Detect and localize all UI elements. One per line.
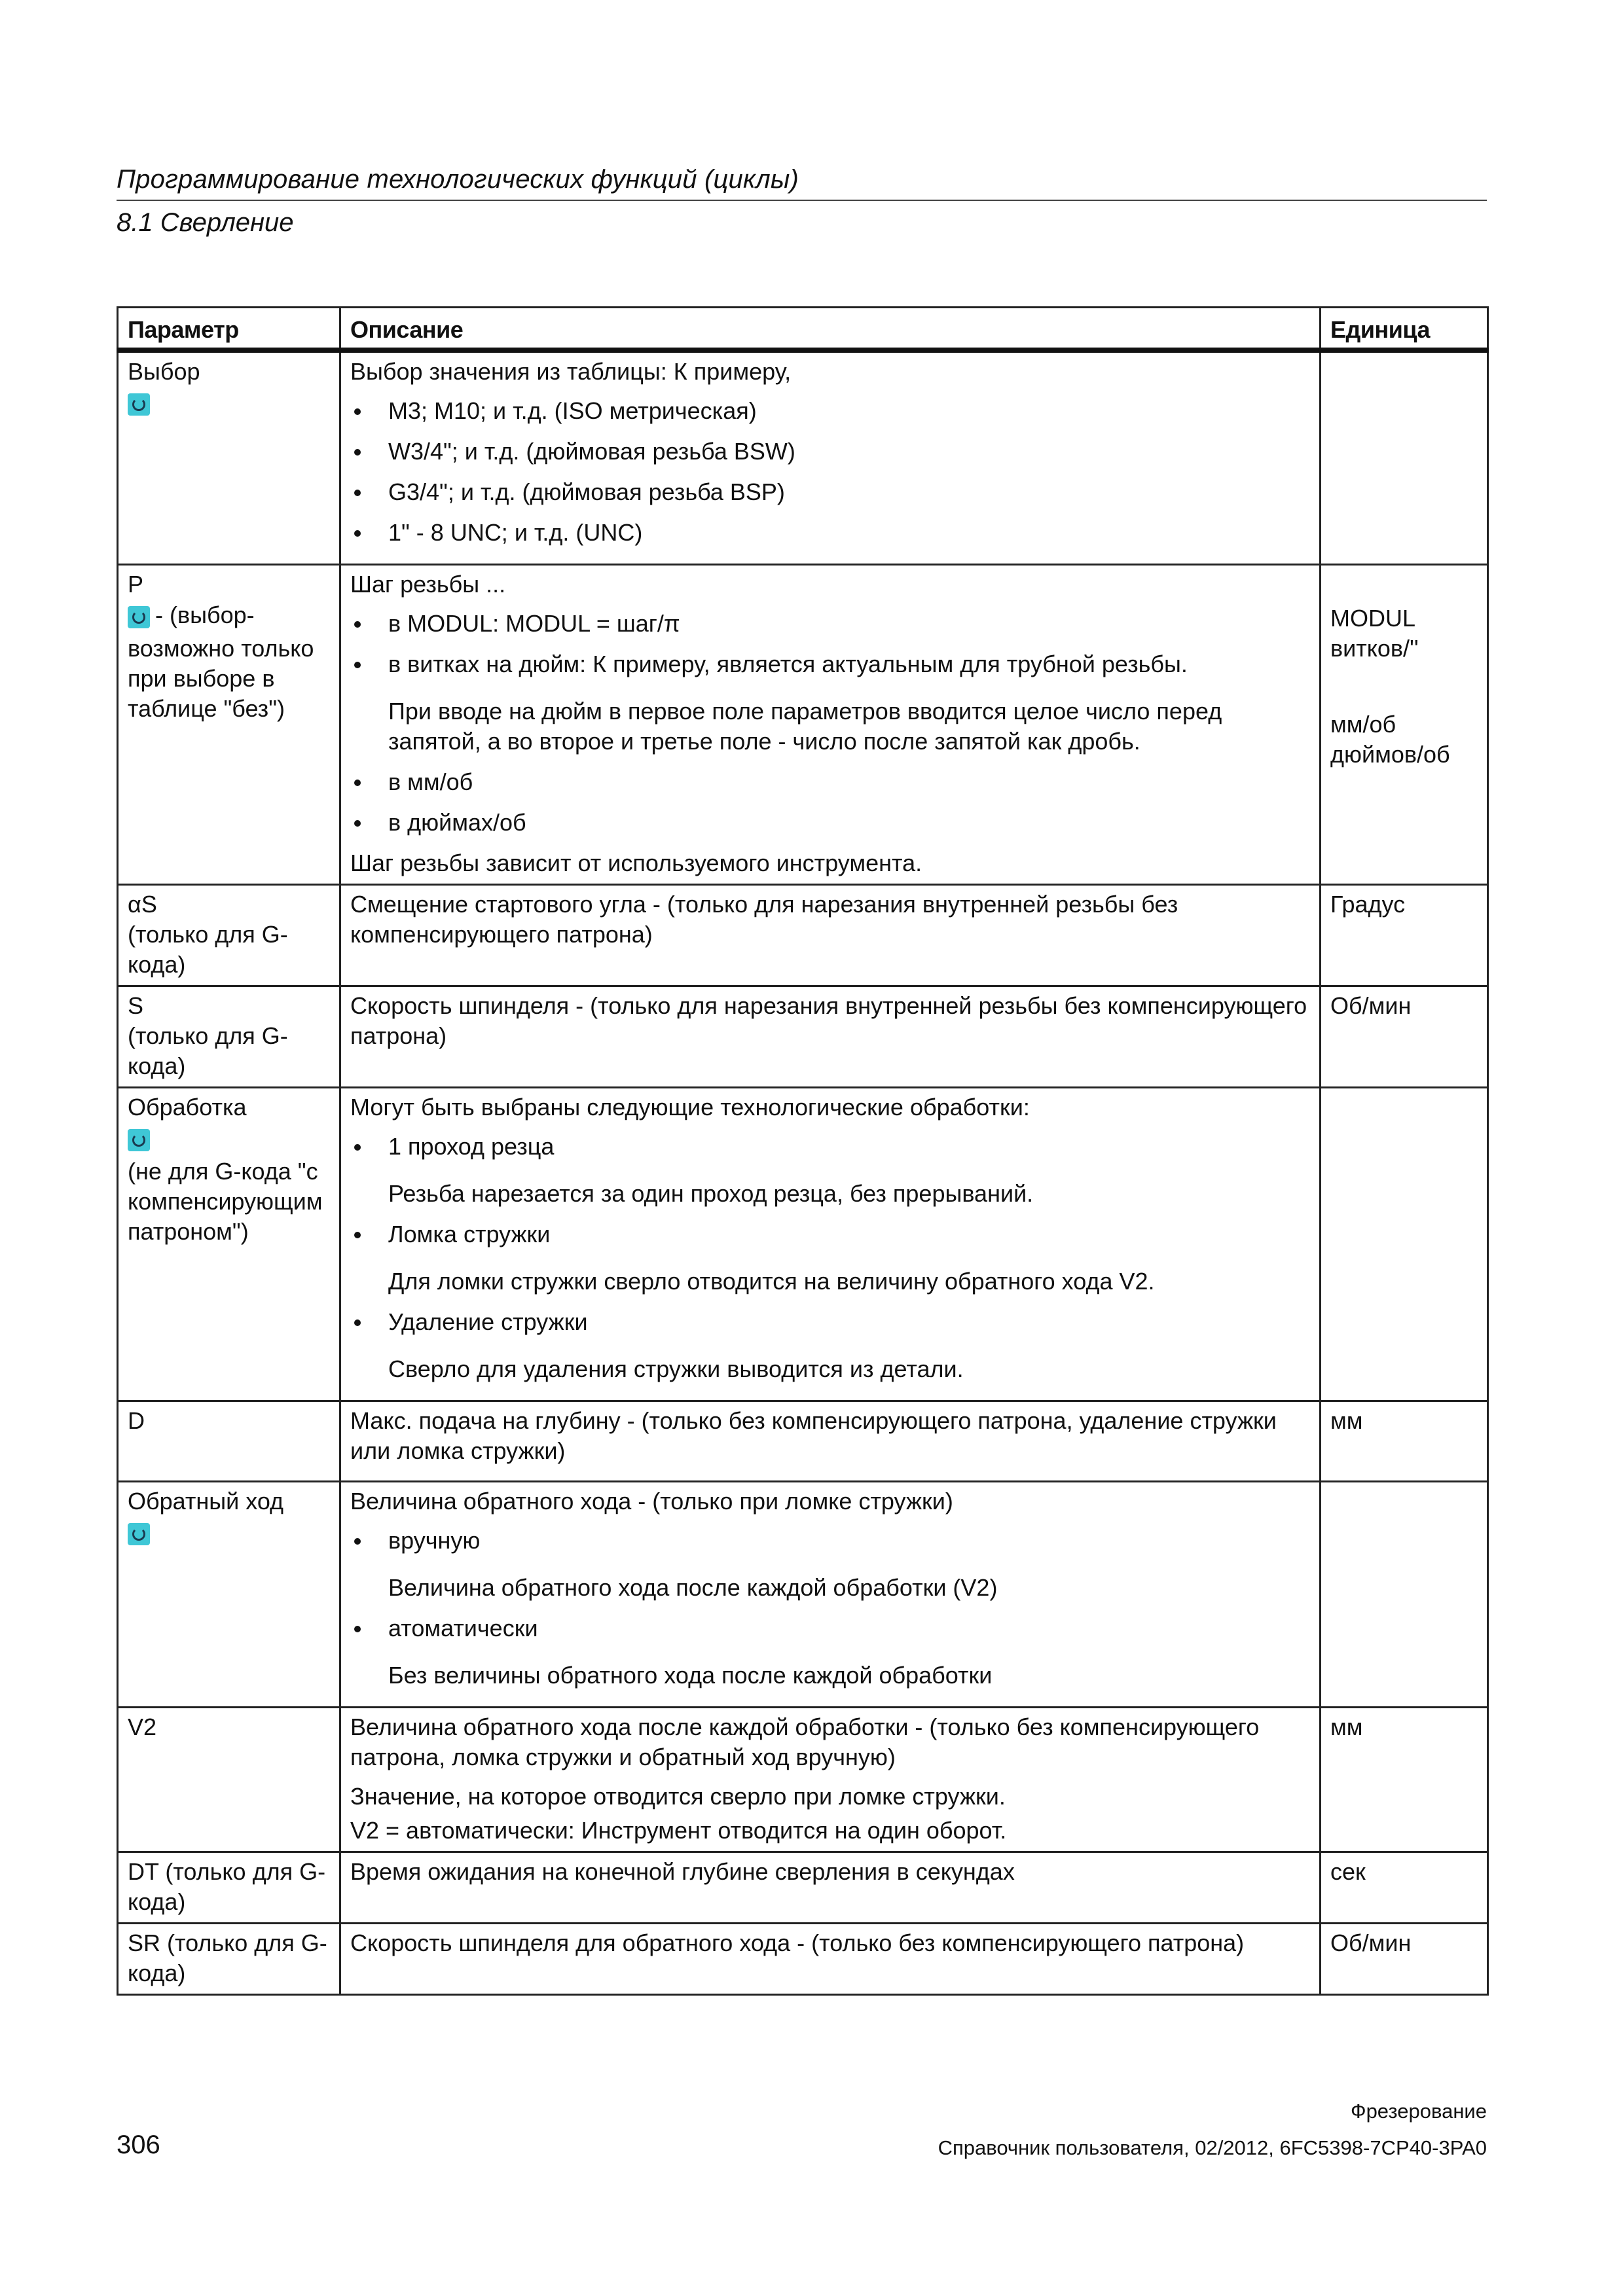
description-list	[350, 1132, 1310, 1384]
parameter-cell	[118, 1708, 340, 1852]
list-item: в мм/об	[350, 767, 1310, 797]
parameter-cell	[118, 1852, 340, 1924]
parameter-name: SR (только для G-кода)	[128, 1929, 327, 1986]
list-item-note: Резьба нарезается за один проход резца, без прерываний.	[388, 1180, 1034, 1207]
table-row	[118, 986, 1488, 1088]
icon-line	[128, 1122, 330, 1157]
description-cell	[340, 885, 1321, 986]
icon-line	[128, 600, 330, 724]
description-text: Макс. подача на глубину - (только без компенсирующего патрона, удаление стружки или ломка стружки)	[350, 1407, 1277, 1464]
parameter-cell	[118, 1924, 340, 1995]
list-item: в MODUL: MODUL = шаг/π	[350, 609, 1310, 639]
parameter-cell	[118, 1401, 340, 1482]
selection-toggle-icon	[128, 393, 150, 416]
column-header-description: Описание	[340, 308, 1321, 351]
description-cell	[340, 1852, 1321, 1924]
parameter-cell	[118, 1088, 340, 1401]
parameter-note: (только для G-кода)	[128, 1022, 288, 1079]
unit-value: сек	[1330, 1858, 1366, 1885]
list-item: Удаление стружки	[350, 1307, 1310, 1337]
table-body	[118, 350, 1488, 1995]
icon-line	[128, 387, 330, 421]
parameter-name: DT (только для G-кода)	[128, 1858, 326, 1915]
description-list	[350, 396, 1310, 548]
icon-line	[128, 1516, 330, 1551]
description-list	[350, 609, 1310, 838]
parameter-name: Обработка	[128, 1094, 247, 1121]
unit-value: дюймов/об	[1330, 741, 1450, 768]
list-item: Ломка стружки	[350, 1219, 1310, 1249]
unit-value: мм	[1330, 1407, 1363, 1434]
list-item: в дюймах/об	[350, 808, 1310, 838]
column-header-unit: Единица	[1321, 308, 1488, 351]
description-list	[350, 1526, 1310, 1691]
unit-spacer	[1330, 664, 1478, 709]
unit-cell	[1321, 885, 1488, 986]
unit-cell	[1321, 1708, 1488, 1852]
description-text: Шаг резьбы ...	[350, 571, 506, 598]
description-cell	[340, 350, 1321, 565]
list-item: M3; M10; и т.д. (ISO метрическая)	[350, 396, 1310, 426]
chapter-title: Программирование технологических функций (циклы)	[117, 165, 799, 194]
description-text: Скорость шпинделя - (только для нарезания внутренней резьбы без компенсирующего патрона)	[350, 992, 1307, 1049]
parameter-cell	[118, 565, 340, 885]
column-header-parameter: Параметр	[118, 308, 340, 351]
list-item-note: Без величины обратного хода после каждой обработки	[388, 1662, 993, 1689]
parameter-cell	[118, 350, 340, 565]
parameter-name: Выбор	[128, 358, 200, 385]
parameter-cell	[118, 986, 340, 1088]
unit-cell	[1321, 1401, 1488, 1482]
selection-toggle-icon	[128, 1129, 150, 1151]
list-item: 1" - 8 UNC; и т.д. (UNC)	[350, 518, 1310, 548]
list-item: W3/4"; и т.д. (дюймовая резьба BSW)	[350, 437, 1310, 467]
list-item-note: Для ломки стружки сверло отводится на величину обратного хода V2.	[388, 1268, 1155, 1295]
list-item: G3/4"; и т.д. (дюймовая резьба BSP)	[350, 477, 1310, 507]
section-title: 8.1 Сверление	[117, 208, 294, 237]
description-text: Шаг резьбы зависит от используемого инструмента.	[350, 850, 922, 876]
description-cell	[340, 1708, 1321, 1852]
parameter-name: S	[128, 992, 144, 1019]
description-text: Значение, на которое отводится сверло при ломке стружки.	[350, 1783, 1006, 1810]
unit-value: витков/''	[1330, 635, 1419, 662]
unit-cell	[1321, 1852, 1488, 1924]
table-row	[118, 1401, 1488, 1482]
unit-value: мм/об	[1330, 711, 1396, 738]
list-item-note: Сверло для удаления стружки выводится из детали.	[388, 1355, 964, 1382]
unit-value: мм	[1330, 1713, 1363, 1740]
parameter-table	[117, 306, 1489, 1996]
table-row	[118, 1708, 1488, 1852]
table-row	[118, 885, 1488, 986]
footer-reference: Справочник пользователя, 02/2012, 6FC5398-7CP40-3PA0	[938, 2136, 1487, 2159]
description-text: Могут быть выбраны следующие технологические обработки:	[350, 1094, 1030, 1121]
description-cell	[340, 1088, 1321, 1401]
description-text: Скорость шпинделя для обратного хода - (только без компенсирующего патрона)	[350, 1929, 1245, 1956]
unit-cell	[1321, 986, 1488, 1088]
description-cell	[340, 565, 1321, 885]
list-item-note: Величина обратного хода после каждой обработки (V2)	[388, 1574, 998, 1601]
table-row	[118, 1924, 1488, 1995]
parameter-name: Обратный ход	[128, 1488, 284, 1515]
description-text: V2 = автоматически: Инструмент отводится на один оборот.	[350, 1817, 1007, 1844]
unit-cell	[1321, 350, 1488, 565]
list-item-note: При вводе на дюйм в первое поле параметров вводится целое число перед запятой, а во второе и третье поле - число после запятой как дробь.	[388, 698, 1222, 755]
unit-cell	[1321, 1088, 1488, 1401]
unit-cell	[1321, 1482, 1488, 1708]
description-text: Время ожидания на конечной глубине сверления в секундах	[350, 1858, 1015, 1885]
table-row	[118, 1482, 1488, 1708]
parameter-name: αS	[128, 891, 157, 918]
page-number: 306	[117, 2130, 160, 2159]
selection-toggle-icon	[128, 1523, 150, 1545]
unit-cell	[1321, 565, 1488, 885]
description-text: Величина обратного хода - (только при ломке стружки)	[350, 1488, 953, 1515]
table-row	[118, 1852, 1488, 1924]
list-item: атоматически	[350, 1613, 1310, 1643]
unit-value: Об/мин	[1330, 992, 1412, 1019]
parameter-name: V2	[128, 1713, 157, 1740]
unit-value: MODUL	[1330, 605, 1416, 632]
parameter-name: D	[128, 1407, 145, 1434]
description-text: Величина обратного хода после каждой обработки - (только без компенсирующего патрона, ломка стружки и обратный ход вручную)	[350, 1713, 1260, 1770]
footer-book-title: Фрезерование	[1351, 2100, 1487, 2123]
parameter-note: - (выбор- возможно только при выборе в таблице "без")	[128, 601, 314, 722]
description-cell	[340, 1401, 1321, 1482]
table-row	[118, 1088, 1488, 1401]
selection-toggle-icon	[128, 606, 150, 628]
description-cell	[340, 1482, 1321, 1708]
table-header-row	[118, 308, 1488, 351]
parameter-note: (не для G-кода "с компенсирующим патроном")	[128, 1158, 323, 1245]
unit-value: Об/мин	[1330, 1929, 1412, 1956]
unit-cell	[1321, 1924, 1488, 1995]
parameter-name: P	[128, 571, 144, 598]
parameter-note: (только для G-кода)	[128, 921, 288, 978]
table-row	[118, 350, 1488, 565]
description-text: Выбор значения из таблицы: К примеру,	[350, 358, 792, 385]
header-divider	[117, 200, 1487, 201]
list-item: в витках на дюйм: К примеру, является актуальным для трубной резьбы.	[350, 649, 1310, 679]
parameter-cell	[118, 1482, 340, 1708]
table-row	[118, 565, 1488, 885]
description-cell	[340, 1924, 1321, 1995]
unit-value: Градус	[1330, 891, 1406, 918]
list-item: вручную	[350, 1526, 1310, 1556]
list-item: 1 проход резца	[350, 1132, 1310, 1162]
parameter-cell	[118, 885, 340, 986]
description-cell	[340, 986, 1321, 1088]
description-text: Смещение стартового угла - (только для нарезания внутренней резьбы без компенсирующего патрона)	[350, 891, 1178, 948]
